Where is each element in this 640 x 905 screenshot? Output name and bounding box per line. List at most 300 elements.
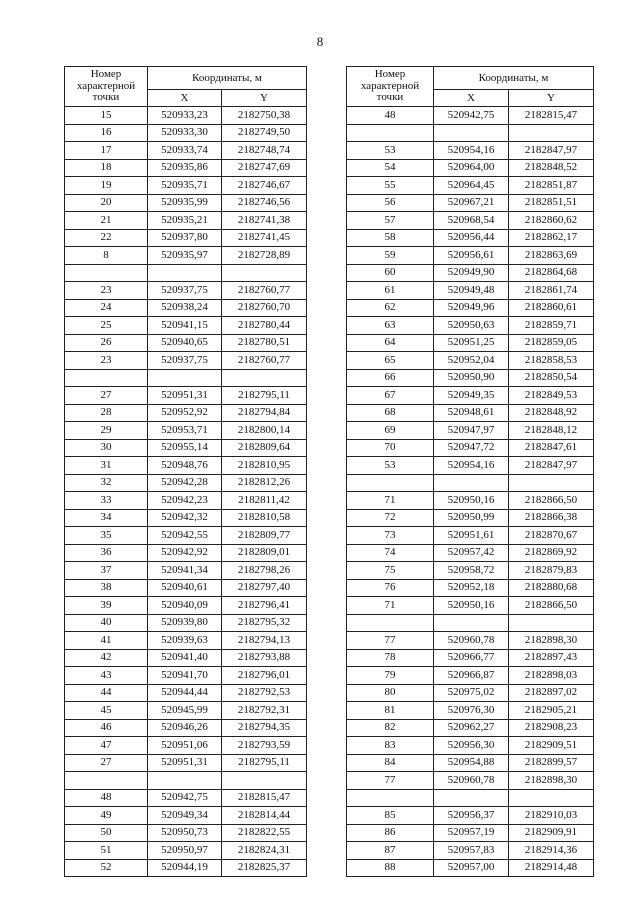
y-cell: 2182800,14	[222, 422, 307, 440]
point-number-cell	[347, 474, 434, 492]
table-row	[347, 684, 594, 702]
table-row	[347, 597, 594, 615]
table-row	[347, 229, 594, 247]
y-cell: 2182909,91	[509, 824, 594, 842]
x-cell: 520951,31	[148, 387, 222, 405]
y-cell: 2182898,30	[509, 772, 594, 790]
x-cell: 520967,21	[434, 194, 509, 212]
point-number-cell	[347, 789, 434, 807]
y-cell: 2182866,50	[509, 492, 594, 510]
point-number-header: Номер характерной точки	[65, 67, 148, 107]
x-cell: 520954,88	[434, 754, 509, 772]
point-number-cell: 50	[65, 824, 148, 842]
x-cell: 520952,04	[434, 352, 509, 370]
x-cell: 520954,16	[434, 457, 509, 475]
table-row	[347, 614, 594, 632]
y-cell: 2182866,38	[509, 509, 594, 527]
table-row	[347, 842, 594, 860]
point-number-cell: 86	[347, 824, 434, 842]
y-cell: 2182847,97	[509, 142, 594, 160]
table-row	[347, 422, 594, 440]
x-cell: 520942,75	[148, 789, 222, 807]
x-cell	[434, 614, 509, 632]
x-cell: 520953,71	[148, 422, 222, 440]
y-cell: 2182863,69	[509, 247, 594, 265]
y-cell: 2182914,48	[509, 859, 594, 877]
table-row	[65, 562, 307, 580]
table-row	[65, 229, 307, 247]
x-cell: 520938,24	[148, 299, 222, 317]
x-cell: 520962,27	[434, 719, 509, 737]
x-cell: 520949,90	[434, 264, 509, 282]
y-cell: 2182746,56	[222, 194, 307, 212]
x-cell	[434, 124, 509, 142]
point-number-cell: 30	[65, 439, 148, 457]
table-row	[347, 719, 594, 737]
point-number-cell: 65	[347, 352, 434, 370]
point-number-cell: 8	[65, 247, 148, 265]
x-header: X	[434, 90, 509, 107]
x-cell: 520942,75	[434, 107, 509, 125]
y-cell: 2182910,03	[509, 807, 594, 825]
y-header: Y	[222, 90, 307, 107]
y-cell: 2182897,02	[509, 684, 594, 702]
point-number-cell: 63	[347, 317, 434, 335]
point-number-cell: 18	[65, 159, 148, 177]
x-cell: 520935,71	[148, 177, 222, 195]
table-row	[347, 859, 594, 877]
x-cell: 520957,42	[434, 544, 509, 562]
point-number-cell: 49	[65, 807, 148, 825]
y-cell: 2182746,67	[222, 177, 307, 195]
table-row	[65, 124, 307, 142]
y-cell: 2182780,44	[222, 317, 307, 335]
point-number-cell: 81	[347, 702, 434, 720]
point-number-cell: 40	[65, 614, 148, 632]
y-cell: 2182825,37	[222, 859, 307, 877]
point-number-cell: 53	[347, 457, 434, 475]
table-row	[347, 667, 594, 685]
point-number-cell: 79	[347, 667, 434, 685]
x-cell: 520952,92	[148, 404, 222, 422]
y-cell: 2182908,23	[509, 719, 594, 737]
table-row	[65, 369, 307, 387]
point-number-cell: 25	[65, 317, 148, 335]
table-row	[65, 702, 307, 720]
y-cell: 2182914,36	[509, 842, 594, 860]
table-row	[347, 807, 594, 825]
x-cell: 520951,31	[148, 754, 222, 772]
point-number-cell: 41	[65, 632, 148, 650]
y-cell: 2182809,01	[222, 544, 307, 562]
point-number-cell: 74	[347, 544, 434, 562]
y-cell: 2182849,53	[509, 387, 594, 405]
table-row	[65, 299, 307, 317]
table-row	[347, 824, 594, 842]
table-row	[65, 159, 307, 177]
point-number-cell	[65, 369, 148, 387]
y-cell: 2182794,35	[222, 719, 307, 737]
table-row	[65, 579, 307, 597]
table-row	[347, 579, 594, 597]
table-row	[347, 509, 594, 527]
table-row	[65, 177, 307, 195]
y-cell: 2182880,68	[509, 579, 594, 597]
y-cell: 2182848,52	[509, 159, 594, 177]
x-cell: 520950,16	[434, 492, 509, 510]
point-number-cell: 58	[347, 229, 434, 247]
point-number-cell	[65, 264, 148, 282]
table-row	[347, 299, 594, 317]
point-number-cell: 34	[65, 509, 148, 527]
table-row	[347, 177, 594, 195]
y-cell: 2182824,31	[222, 842, 307, 860]
x-cell	[148, 264, 222, 282]
point-number-cell: 26	[65, 334, 148, 352]
point-number-cell: 70	[347, 439, 434, 457]
x-cell: 520937,75	[148, 282, 222, 300]
x-cell: 520933,23	[148, 107, 222, 125]
point-number-cell: 56	[347, 194, 434, 212]
point-number-cell: 75	[347, 562, 434, 580]
table-row	[347, 702, 594, 720]
point-number-cell: 47	[65, 737, 148, 755]
y-cell: 2182794,13	[222, 632, 307, 650]
table-row	[65, 107, 307, 125]
point-number-cell: 45	[65, 702, 148, 720]
table-row	[65, 194, 307, 212]
x-cell: 520950,73	[148, 824, 222, 842]
point-number-cell: 54	[347, 159, 434, 177]
table-row	[65, 754, 307, 772]
table-row	[347, 317, 594, 335]
y-cell: 2182797,40	[222, 579, 307, 597]
y-cell: 2182847,97	[509, 457, 594, 475]
y-cell: 2182747,69	[222, 159, 307, 177]
y-cell: 2182822,55	[222, 824, 307, 842]
table-row	[65, 404, 307, 422]
x-cell: 520957,19	[434, 824, 509, 842]
y-cell	[222, 772, 307, 790]
x-cell: 520941,34	[148, 562, 222, 580]
x-cell: 520945,99	[148, 702, 222, 720]
table-row	[347, 387, 594, 405]
coordinates-header: Координаты, м	[434, 67, 594, 90]
x-cell: 520948,61	[434, 404, 509, 422]
point-number-cell: 53	[347, 142, 434, 160]
point-number-cell: 39	[65, 597, 148, 615]
table-row	[347, 649, 594, 667]
table-body-left	[65, 107, 307, 877]
table-row	[347, 107, 594, 125]
table-row	[347, 772, 594, 790]
table-row	[65, 492, 307, 510]
x-cell: 520960,78	[434, 632, 509, 650]
table-row	[65, 789, 307, 807]
x-cell: 520975,02	[434, 684, 509, 702]
page-number: 8	[316, 34, 324, 49]
x-cell: 520951,25	[434, 334, 509, 352]
y-cell	[509, 789, 594, 807]
table-row	[65, 719, 307, 737]
x-cell: 520935,21	[148, 212, 222, 230]
y-cell: 2182909,51	[509, 737, 594, 755]
table-row	[347, 474, 594, 492]
table-row	[347, 404, 594, 422]
x-cell: 520935,86	[148, 159, 222, 177]
table-row	[65, 264, 307, 282]
point-number-cell: 72	[347, 509, 434, 527]
coordinates-table-right	[346, 66, 594, 877]
point-number-cell: 76	[347, 579, 434, 597]
x-cell: 520935,99	[148, 194, 222, 212]
y-cell	[222, 369, 307, 387]
x-cell: 520950,90	[434, 369, 509, 387]
point-number-cell: 60	[347, 264, 434, 282]
table-row	[347, 737, 594, 755]
y-cell: 2182850,54	[509, 369, 594, 387]
x-cell: 520951,06	[148, 737, 222, 755]
x-cell	[434, 789, 509, 807]
point-number-cell: 61	[347, 282, 434, 300]
x-cell	[434, 474, 509, 492]
point-number-cell: 31	[65, 457, 148, 475]
x-cell: 520946,26	[148, 719, 222, 737]
table-row	[65, 509, 307, 527]
y-cell: 2182851,51	[509, 194, 594, 212]
y-cell: 2182898,30	[509, 632, 594, 650]
y-cell: 2182870,67	[509, 527, 594, 545]
table-row	[65, 824, 307, 842]
point-number-cell: 37	[65, 562, 148, 580]
table-row	[65, 737, 307, 755]
point-number-cell: 88	[347, 859, 434, 877]
table-row	[65, 544, 307, 562]
point-number-cell: 35	[65, 527, 148, 545]
point-number-cell: 16	[65, 124, 148, 142]
y-cell: 2182798,26	[222, 562, 307, 580]
table-row	[65, 457, 307, 475]
y-cell: 2182861,74	[509, 282, 594, 300]
x-cell: 520956,61	[434, 247, 509, 265]
table-row	[65, 859, 307, 877]
x-cell	[148, 369, 222, 387]
x-cell: 520942,55	[148, 527, 222, 545]
y-cell: 2182866,50	[509, 597, 594, 615]
point-number-cell: 20	[65, 194, 148, 212]
table-row	[347, 632, 594, 650]
table-row	[65, 684, 307, 702]
table-row	[65, 842, 307, 860]
x-cell: 520947,97	[434, 422, 509, 440]
table-row	[65, 807, 307, 825]
x-cell: 520949,48	[434, 282, 509, 300]
x-cell: 520956,44	[434, 229, 509, 247]
point-number-cell: 33	[65, 492, 148, 510]
table-row	[65, 649, 307, 667]
point-number-cell: 85	[347, 807, 434, 825]
y-header: Y	[509, 90, 594, 107]
x-cell: 520964,00	[434, 159, 509, 177]
x-cell: 520964,45	[434, 177, 509, 195]
table-row	[347, 247, 594, 265]
y-cell: 2182795,11	[222, 387, 307, 405]
table-row	[65, 614, 307, 632]
x-cell: 520966,87	[434, 667, 509, 685]
x-cell: 520933,30	[148, 124, 222, 142]
y-cell: 2182760,70	[222, 299, 307, 317]
x-cell: 520949,34	[148, 807, 222, 825]
x-cell: 520955,14	[148, 439, 222, 457]
x-cell: 520942,23	[148, 492, 222, 510]
x-cell: 520939,80	[148, 614, 222, 632]
y-cell: 2182897,43	[509, 649, 594, 667]
x-cell: 520940,65	[148, 334, 222, 352]
point-number-cell: 77	[347, 632, 434, 650]
y-cell: 2182859,71	[509, 317, 594, 335]
point-number-cell: 22	[65, 229, 148, 247]
table-row	[65, 527, 307, 545]
x-cell: 520948,76	[148, 457, 222, 475]
point-number-cell: 23	[65, 282, 148, 300]
point-number-cell: 23	[65, 352, 148, 370]
y-cell: 2182905,21	[509, 702, 594, 720]
table-row	[65, 439, 307, 457]
table-body-right	[347, 107, 594, 877]
table-row	[65, 142, 307, 160]
y-cell: 2182859,05	[509, 334, 594, 352]
y-cell: 2182812,26	[222, 474, 307, 492]
x-cell: 520942,92	[148, 544, 222, 562]
x-cell: 520941,40	[148, 649, 222, 667]
point-number-cell: 48	[347, 107, 434, 125]
point-number-cell: 55	[347, 177, 434, 195]
point-number-cell: 69	[347, 422, 434, 440]
point-number-cell: 42	[65, 649, 148, 667]
y-cell: 2182851,87	[509, 177, 594, 195]
point-number-cell: 78	[347, 649, 434, 667]
table-row	[347, 352, 594, 370]
y-cell: 2182792,31	[222, 702, 307, 720]
coordinates-table-left	[64, 66, 307, 877]
point-number-cell: 80	[347, 684, 434, 702]
y-cell	[222, 264, 307, 282]
y-cell	[509, 474, 594, 492]
table-row	[65, 387, 307, 405]
table-row	[347, 159, 594, 177]
table-row	[347, 562, 594, 580]
y-cell: 2182809,77	[222, 527, 307, 545]
point-number-cell: 32	[65, 474, 148, 492]
point-number-cell: 82	[347, 719, 434, 737]
point-number-cell: 71	[347, 492, 434, 510]
x-cell: 520933,74	[148, 142, 222, 160]
y-cell: 2182879,83	[509, 562, 594, 580]
y-cell: 2182848,12	[509, 422, 594, 440]
coordinates-header: Координаты, м	[148, 67, 307, 90]
point-number-cell: 43	[65, 667, 148, 685]
table-row	[347, 544, 594, 562]
y-cell: 2182815,47	[222, 789, 307, 807]
point-number-cell	[65, 772, 148, 790]
x-cell: 520968,54	[434, 212, 509, 230]
y-cell: 2182899,57	[509, 754, 594, 772]
table-row	[65, 212, 307, 230]
table-row	[347, 457, 594, 475]
y-cell: 2182793,59	[222, 737, 307, 755]
y-cell	[509, 614, 594, 632]
x-cell: 520957,00	[434, 859, 509, 877]
table-row	[65, 772, 307, 790]
point-number-cell	[347, 614, 434, 632]
x-cell: 520937,80	[148, 229, 222, 247]
table-row	[347, 369, 594, 387]
x-cell: 520950,99	[434, 509, 509, 527]
x-cell: 520950,97	[148, 842, 222, 860]
x-cell	[148, 772, 222, 790]
x-cell: 520937,75	[148, 352, 222, 370]
y-cell	[509, 124, 594, 142]
point-number-cell: 68	[347, 404, 434, 422]
point-number-cell: 17	[65, 142, 148, 160]
point-number-cell: 28	[65, 404, 148, 422]
y-cell: 2182794,84	[222, 404, 307, 422]
y-cell: 2182898,03	[509, 667, 594, 685]
y-cell: 2182748,74	[222, 142, 307, 160]
y-cell: 2182760,77	[222, 352, 307, 370]
x-cell: 520947,72	[434, 439, 509, 457]
y-cell: 2182795,11	[222, 754, 307, 772]
point-number-cell: 27	[65, 387, 148, 405]
table-row	[347, 439, 594, 457]
x-cell: 520960,78	[434, 772, 509, 790]
y-cell: 2182815,47	[509, 107, 594, 125]
point-number-cell: 66	[347, 369, 434, 387]
x-cell: 520941,70	[148, 667, 222, 685]
x-cell: 520951,61	[434, 527, 509, 545]
x-cell: 520949,96	[434, 299, 509, 317]
y-cell: 2182749,50	[222, 124, 307, 142]
point-number-cell: 62	[347, 299, 434, 317]
point-number-cell: 27	[65, 754, 148, 772]
x-cell: 520940,61	[148, 579, 222, 597]
x-cell: 520954,16	[434, 142, 509, 160]
table-row	[347, 492, 594, 510]
point-number-cell: 87	[347, 842, 434, 860]
point-number-cell: 46	[65, 719, 148, 737]
table-row	[347, 527, 594, 545]
y-cell: 2182810,58	[222, 509, 307, 527]
table-row	[65, 597, 307, 615]
table-row	[347, 334, 594, 352]
table-row	[65, 334, 307, 352]
point-number-cell: 57	[347, 212, 434, 230]
y-cell: 2182750,38	[222, 107, 307, 125]
table-row	[65, 282, 307, 300]
x-cell: 520942,28	[148, 474, 222, 492]
y-cell: 2182809,64	[222, 439, 307, 457]
point-number-cell: 36	[65, 544, 148, 562]
table-row	[65, 317, 307, 335]
x-cell: 520966,77	[434, 649, 509, 667]
point-number-cell: 73	[347, 527, 434, 545]
y-cell: 2182869,92	[509, 544, 594, 562]
y-cell: 2182796,01	[222, 667, 307, 685]
y-cell: 2182858,53	[509, 352, 594, 370]
table-row	[347, 282, 594, 300]
point-number-cell: 52	[65, 859, 148, 877]
point-number-cell: 67	[347, 387, 434, 405]
